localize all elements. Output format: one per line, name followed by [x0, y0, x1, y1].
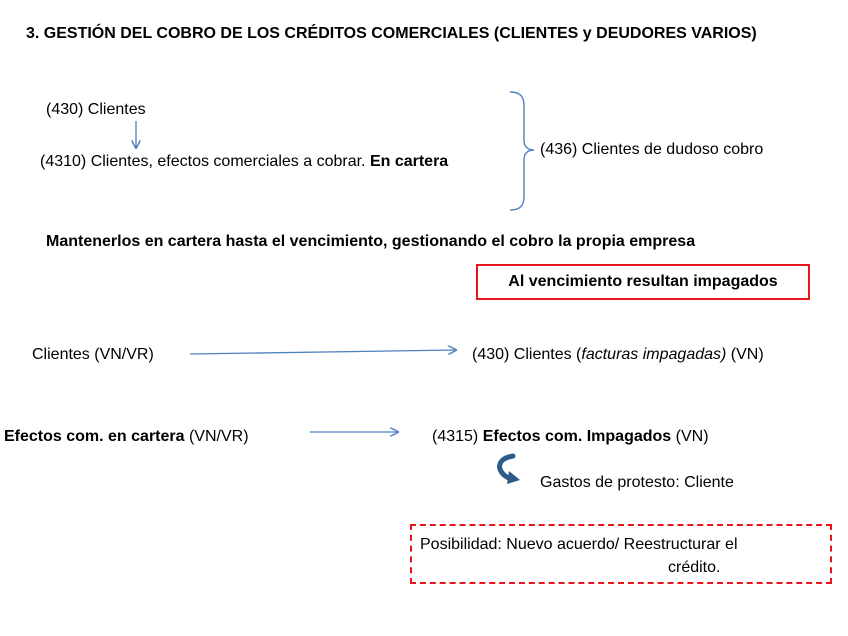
flow1-to-suffix: (VN) — [726, 346, 764, 363]
posibilidad-line2: crédito. — [668, 559, 721, 576]
flow2-from-suffix: (VN/VR) — [184, 428, 249, 445]
flow1-to-italic: facturas impagadas) — [581, 346, 727, 363]
page-title: 3. GESTIÓN DEL COBRO DE LOS CRÉDITOS COMERCIALES (CLIENTES y DEUDORES VARIOS) — [26, 25, 757, 42]
statement-text: Mantenerlos en cartera hasta el vencimiento, gestionando el cobro la propia empresa — [46, 233, 696, 250]
flow1-from: Clientes (VN/VR) — [32, 346, 154, 363]
account-clientes: (430) Clientes — [46, 101, 146, 118]
account-dudoso-cobro: (436) Clientes de dudoso cobro — [540, 141, 764, 158]
gastos-protesto: Gastos de protesto: Cliente — [540, 474, 734, 491]
flow2-to-prefix: (4315) — [432, 428, 483, 445]
posibilidad-line1: Posibilidad: Nuevo acuerdo/ Reestructurar el — [420, 536, 738, 553]
flow2-from-bold: Efectos com. en cartera — [4, 428, 185, 445]
account-efectos-cartera-text: (4310) Clientes, efectos comerciales a cobrar. — [40, 153, 370, 170]
flow2-to-suffix: (VN) — [671, 428, 709, 445]
impagados-label: Al vencimiento resultan impagados — [508, 273, 778, 290]
curved-arrow-icon — [500, 456, 520, 484]
flow1-arrow — [190, 350, 456, 354]
flow2-to-bold: Efectos com. Impagados — [482, 428, 672, 445]
account-efectos-cartera-bold: En cartera — [369, 153, 449, 170]
right-brace — [510, 92, 534, 210]
flow1-to-prefix: (430) Clientes ( — [472, 346, 582, 363]
